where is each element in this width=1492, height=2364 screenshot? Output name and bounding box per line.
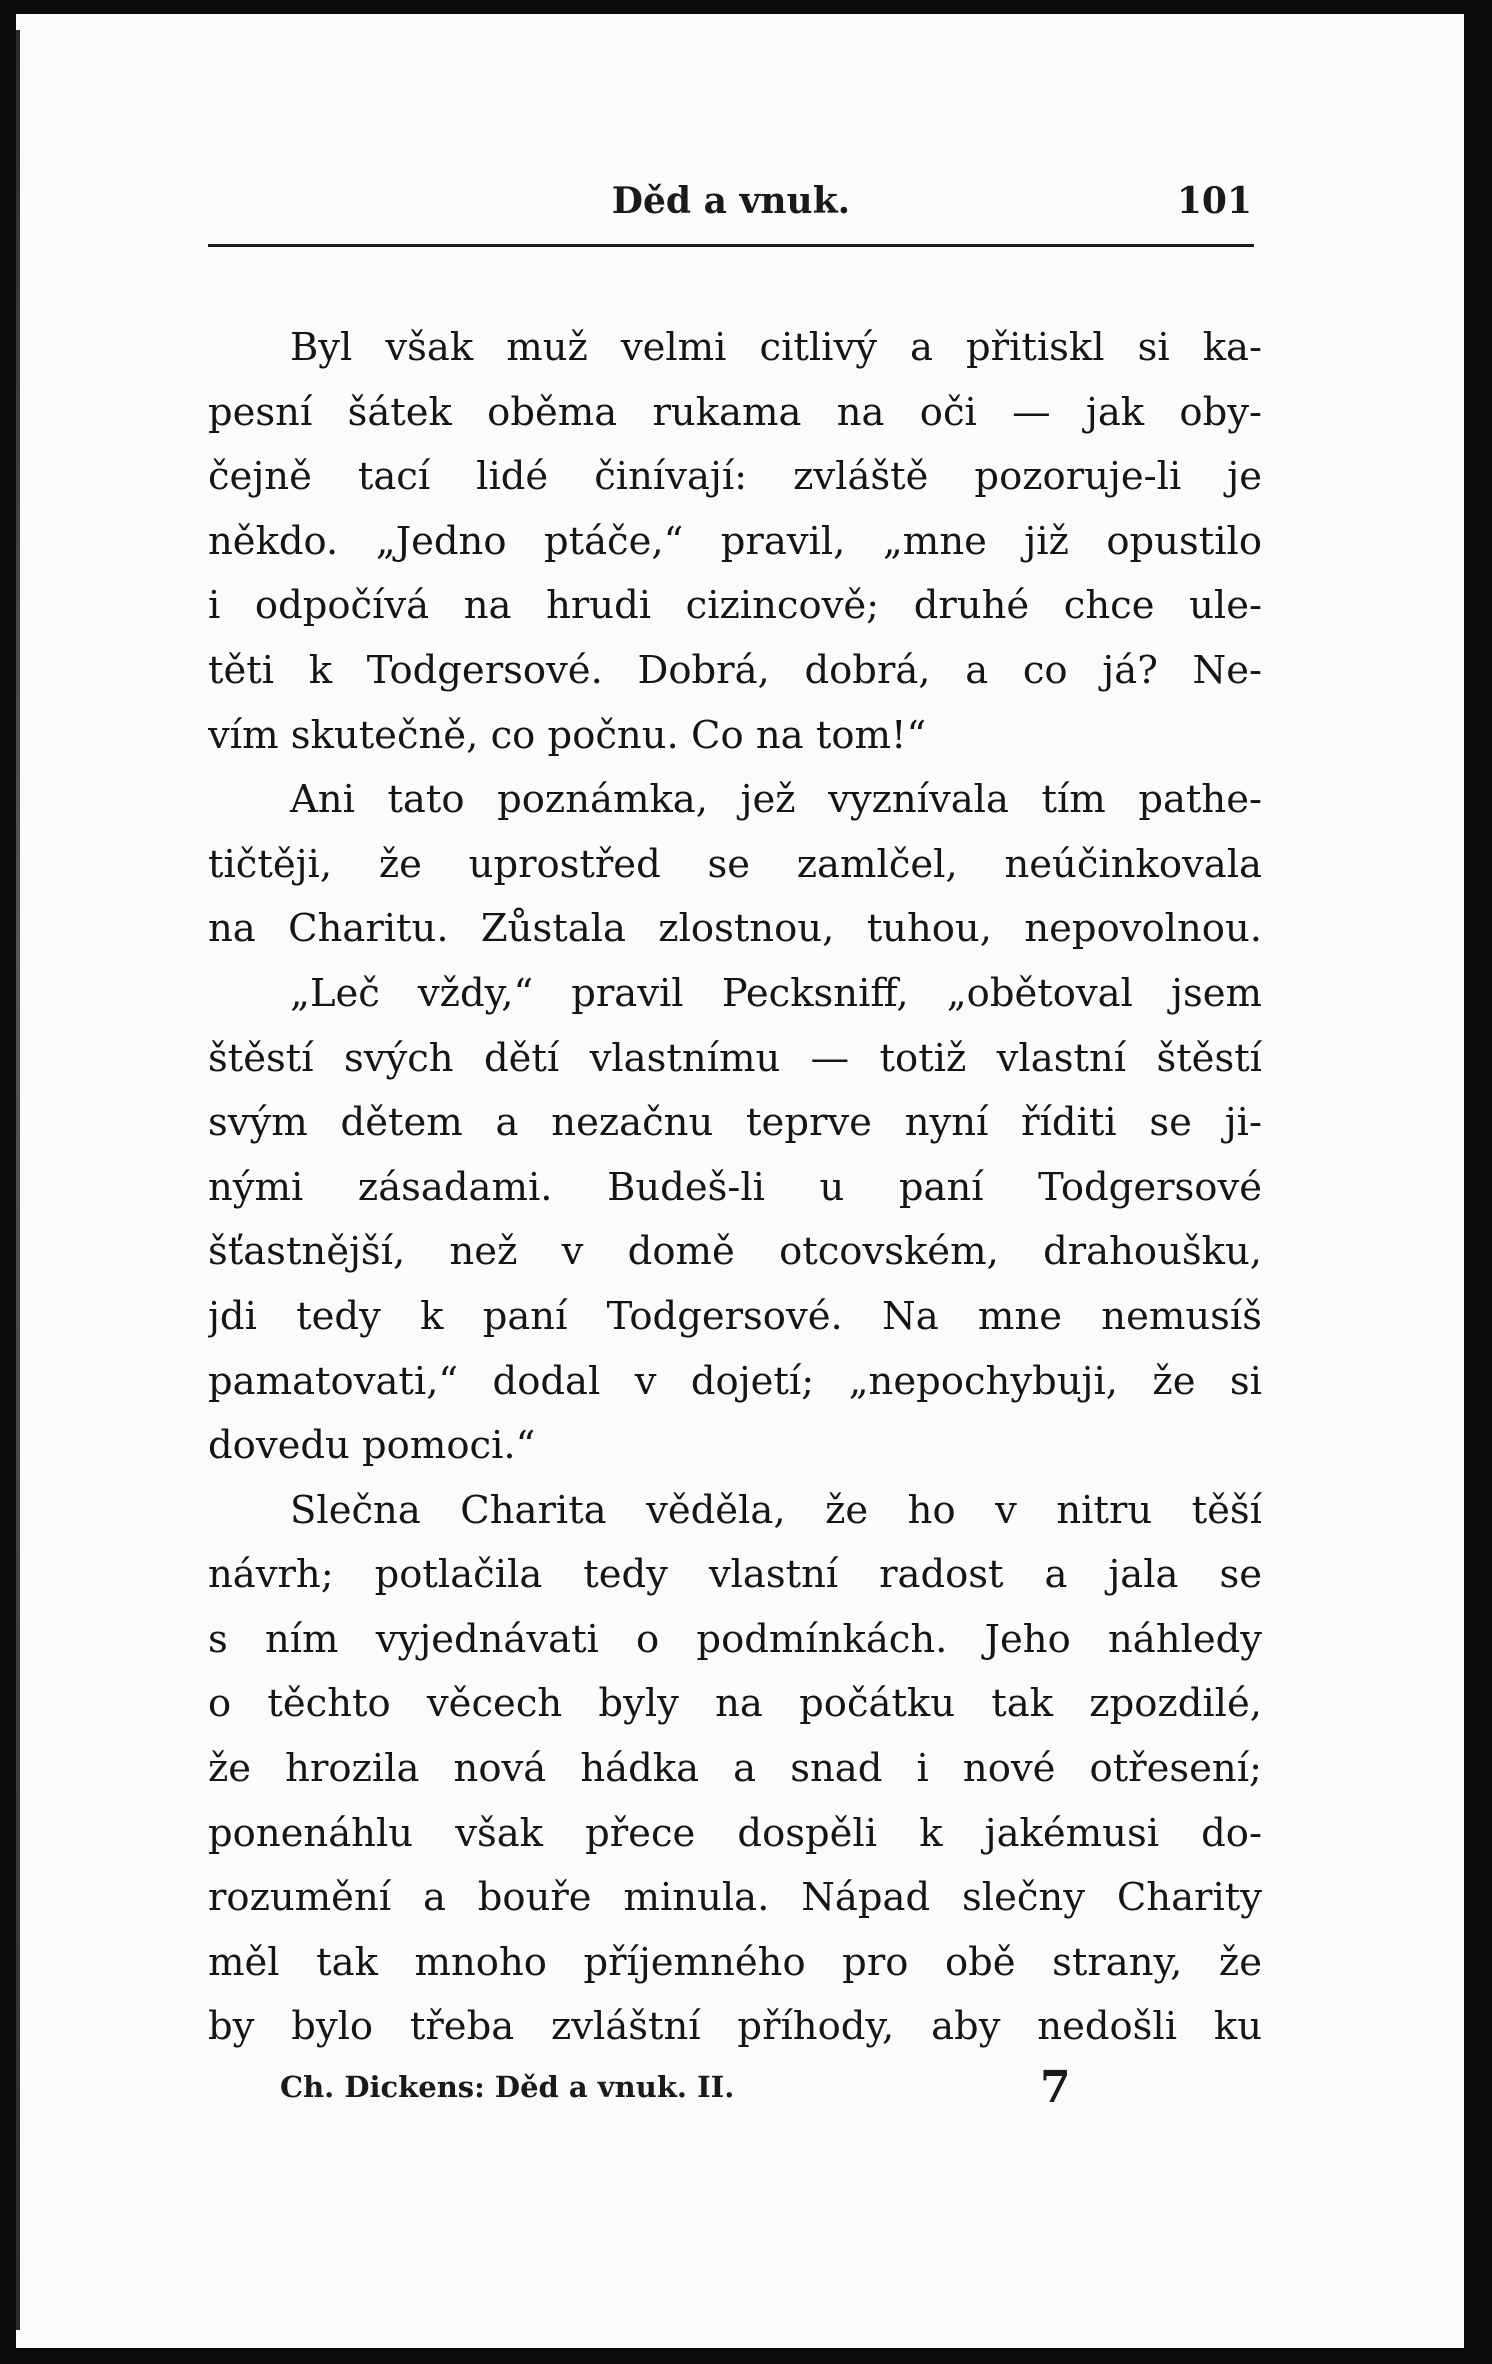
page-header: [210, 180, 1252, 230]
text-line: pamatovati,“ dodal v dojetí; „nepochybuji, že si: [208, 1358, 1262, 1404]
text-line: s ním vyjednávati o podmínkách. Jeho náhledy: [208, 1616, 1262, 1662]
text-line: štěstí svých dětí vlastnímu — totiž vlastní štěstí: [208, 1035, 1262, 1081]
body-text: [208, 316, 1262, 2060]
text-line: někdo. „Jedno ptáče,“ pravil, „mne již opustilo: [208, 518, 1262, 564]
text-line: že hrozila nová hádka a snad i nové otřesení;: [208, 1746, 1262, 1792]
text-line: tičtěji, že uprostřed se zamlčel, neúčinkovala: [208, 841, 1262, 887]
page-footer: [280, 2062, 1080, 2112]
text-line: rozumění a bouře minula. Nápad slečny Charity: [208, 1875, 1262, 1921]
text-line: návrh; potlačila tedy vlastní radost a jala se: [208, 1552, 1262, 1598]
text-line: „Leč vždy,“ pravil Pecksniff, „obětoval jsem: [290, 970, 1262, 1016]
text-line: Slečna Charita věděla, že ho v nitru těší: [290, 1487, 1262, 1533]
text-line: čejně tací lidé činívají: zvláště pozoruje-li je: [208, 454, 1262, 500]
header-rule: [208, 244, 1254, 247]
text-line: Ani tato poznámka, jež vyznívala tím pathe-: [290, 777, 1262, 823]
text-line: i odpočívá na hrudi cizincově; druhé chce ule-: [208, 583, 1262, 629]
page-number: 101: [1176, 180, 1252, 222]
text-line: svým dětem a nezačnu teprve nyní říditi se ji-: [208, 1100, 1262, 1146]
text-line: šťastnější, než v domě otcovském, drahoušku,: [208, 1229, 1262, 1275]
printer-signature: Ch. Dickens: Děd a vnuk. II.: [280, 2070, 735, 2104]
sheet-number: 7: [1040, 2062, 1071, 2113]
text-line: nými zásadami. Budeš-li u paní Todgersové: [208, 1164, 1262, 1210]
running-title: Děd a vnuk.: [611, 180, 851, 222]
text-line: dovedu pomoci.“: [208, 1423, 536, 1469]
text-line: by bylo třeba zvláštní příhody, aby nedošli ku: [208, 2004, 1262, 2050]
binding-edge: [16, 30, 20, 2330]
text-line: těti k Todgersové. Dobrá, dobrá, a co já? Ne-: [208, 647, 1262, 693]
text-line: na Charitu. Zůstala zlostnou, tuhou, nepovolnou.: [208, 906, 1262, 952]
text-line: vím skutečně, co počnu. Co na tom!“: [208, 712, 927, 758]
text-line: jdi tedy k paní Todgersové. Na mne nemusíš: [208, 1293, 1262, 1339]
text-line: měl tak mnoho příjemného pro obě strany, že: [208, 1939, 1262, 1985]
text-line: o těchto věcech byly na počátku tak zpozdilé,: [208, 1681, 1262, 1727]
text-line: Byl však muž velmi citlivý a přitiskl si ka-: [290, 325, 1262, 370]
text-line: ponenáhlu však přece dospěli k jakémusi do-: [208, 1810, 1262, 1856]
text-line: pesní šátek oběma rukama na oči — jak oby-: [208, 389, 1262, 435]
